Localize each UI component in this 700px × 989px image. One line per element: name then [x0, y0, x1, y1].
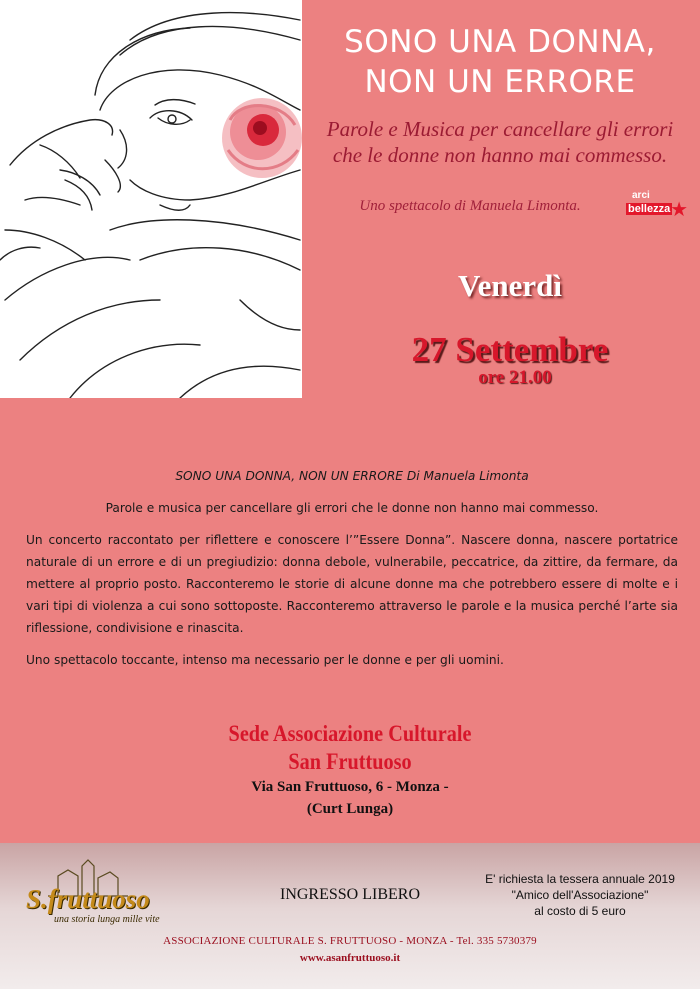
heading-author: Di Manuela Limonta [403, 469, 529, 483]
membership-line-2: "Amico dell'Associazione" [511, 888, 649, 902]
woman-line-drawing [0, 0, 302, 398]
association-contact: ASSOCIAZIONE CULTURALE S. FRUTTUOSO - MONZA - Tel. 335 5730379 [163, 935, 537, 947]
venue-name-line-2: San Fruttuoso [288, 749, 412, 774]
membership-notice [470, 871, 690, 919]
arci-bellezza-logo [624, 190, 688, 222]
poster-title [300, 22, 700, 102]
event-day: Venerdì [458, 268, 562, 303]
venue-address: Via San Fruttuoso, 6 - Monza - [251, 779, 449, 795]
description-heading [26, 465, 678, 487]
logo-text: S.fruttuoso [26, 884, 150, 914]
website-link[interactable]: www.asanfruttuoso.it [299, 952, 401, 964]
event-description [26, 465, 678, 681]
subtitle-line-2: che le donne non hanno mai commesso. [332, 143, 668, 167]
poster-subtitle [305, 116, 695, 168]
venue-name-line-1: Sede Associazione Culturale [228, 721, 472, 746]
venue-note: (Curt Lunga) [306, 801, 394, 817]
description-paragraph-1: Parole e musica per cancellare gli errori che le donne non hanno mai commesso. [105, 501, 599, 515]
entry-notice: INGRESSO LIBERO [279, 886, 420, 903]
venue-block [150, 720, 550, 820]
membership-line-1: E' richiesta la tessera annuale 2019 [485, 872, 675, 886]
bellezza-logo-text: bellezza [628, 203, 671, 215]
s-fruttuoso-logo [18, 858, 208, 928]
event-date: 27 Settembre [411, 330, 609, 369]
byline: Uno spettacolo di Manuela Limonta. [359, 198, 581, 214]
membership-line-3: al costo di 5 euro [534, 904, 626, 918]
footer [0, 843, 700, 989]
arci-logo-text: arci [632, 190, 650, 201]
title-line-2: NON UN ERRORE [364, 64, 636, 100]
rose-illustration [222, 98, 302, 178]
description-paragraph-2: Un concerto raccontato per riflettere e conoscere l’”Essere Donna”. Nascere donna, nascere portatrice naturale di un errore e di un pregiudizio: donna debole, vulnerabile, peccatrice, da zittire, da fermare, da mettere al proprio posto. Racconteremo le storie di alcune donne ma che potrebbero essere di molte e i vari tipi di violenza a cui sono sottoposte. Racconteremo attraverso le parole e la musica perché l’arte sia riflessione, condivisione e rinascita. [26, 533, 678, 635]
event-time: ore 21.00 [478, 367, 552, 388]
description-paragraph-3: Uno spettacolo toccante, intenso ma necessario per le donne e per gli uomini. [26, 653, 504, 667]
star-icon: ★ [670, 199, 688, 221]
logo-tagline: una storia lunga mille vite [54, 914, 160, 925]
heading-title: SONO UNA DONNA, NON UN ERRORE [175, 469, 404, 483]
subtitle-line-1: Parole e Musica per cancellare gli errori [326, 117, 674, 141]
title-line-1: SONO UNA DONNA, [344, 24, 656, 60]
